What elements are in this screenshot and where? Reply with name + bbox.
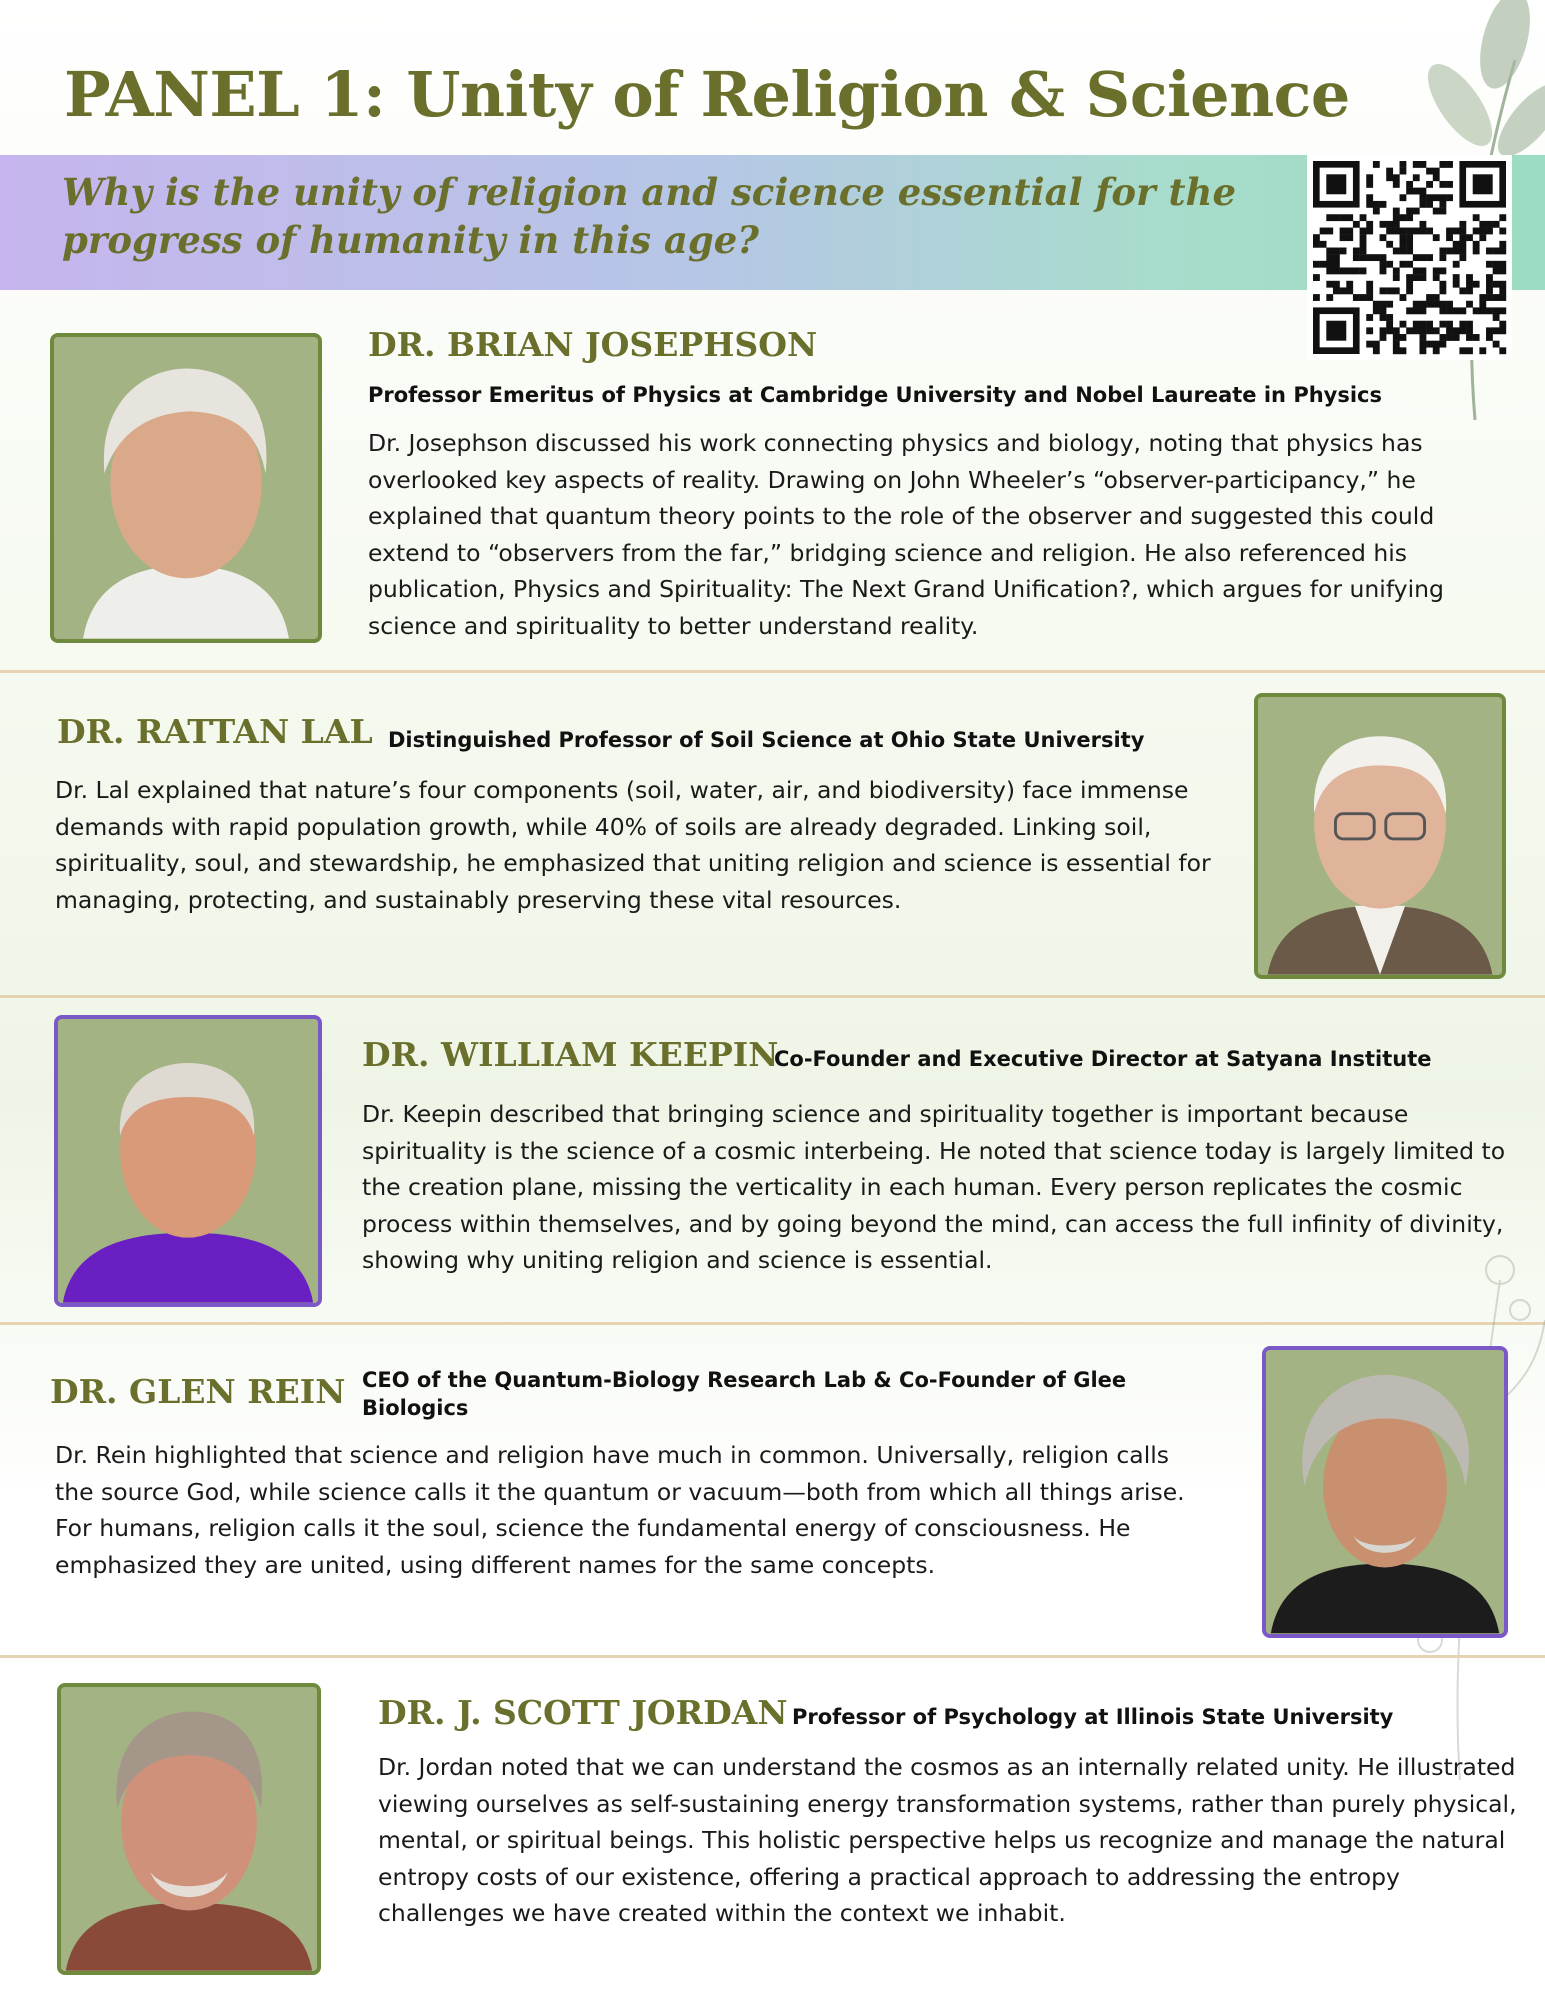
section-divider (0, 670, 1545, 673)
section-divider (0, 995, 1545, 998)
portrait-icon (58, 1019, 318, 1303)
portrait-icon (1258, 697, 1502, 975)
speaker-role: Professor Emeritus of Physics at Cambridge University and Nobel Laureate in Physics (368, 383, 1382, 407)
speaker-name: DR. GLEN REIN (50, 1372, 346, 1411)
speaker-role: Distinguished Professor of Soil Science at Ohio State University (388, 728, 1145, 752)
speaker-summary: Dr. Lal explained that nature’s four components (soil, water, air, and biodiversity) face immense demands with rapid population growth, while 40% of soils are already degraded. Linking soil, spirituality, soul, and stewardship, he emphasized that uniting religion and science is essential for managing, protecting, and sustainably preserving these vital resources. (55, 776, 1211, 914)
speaker-photo-jordan (57, 1683, 321, 1975)
qr-code-icon[interactable] (1307, 155, 1512, 360)
speaker-role: Co-Founder and Executive Director at Satyana Institute (774, 1047, 1432, 1071)
speaker-role: Professor of Psychology at Illinois State University (792, 1705, 1394, 1729)
portrait-icon (1266, 1350, 1504, 1634)
portrait-icon (54, 337, 318, 639)
speaker-summary: Dr. Keepin described that bringing science and spirituality together is important because spirituality is the science of a cosmic interbeing. He noted that science today is largely limited to the creation plane, missing the verticality in each human. Every person replicates the cosmic process within themselves, and by going beyond the mind, can access the full infinity of divinity, showing why uniting religion and science is essential. (362, 1100, 1506, 1274)
speaker-photo-lal (1254, 693, 1506, 979)
speaker-summary: Dr. Josephson discussed his work connecting physics and biology, noting that physics has overlooked key aspects of reality. Drawing on John Wheeler’s “observer-participancy,” he explained that quantum theory points to the role of the observer and suggested this could extend to “observers from the far,” bridging science and religion. He also referenced his publication, Physics and Spirituality: The Next Grand Unification?, which argues for unifying science and spirituality to better understand reality. (368, 429, 1444, 640)
speaker-photo-josephson (50, 333, 322, 643)
section-divider (0, 1655, 1545, 1658)
speaker-name: DR. J. SCOTT JORDAN (378, 1693, 788, 1732)
speaker-name: DR. WILLIAM KEEPIN (362, 1035, 779, 1074)
speaker-role: CEO of the Quantum-Biology Research Lab & Co-Founder of Glee Biologics (362, 1368, 1127, 1420)
speaker-summary: Dr. Jordan noted that we can understand the cosmos as an internally related unity. He illustrated viewing ourselves as self-sustaining energy transformation systems, rather than purely physical, mental, or spiritual beings. This holistic perspective helps us recognize and manage the natural entropy costs of our existence, offering a practical approach to addressing the entropy challenges we have created within the context we inhabit. (378, 1753, 1517, 1927)
speaker-name: DR. BRIAN JOSEPHSON (368, 325, 818, 364)
portrait-icon (61, 1687, 317, 1971)
speaker-photo-rein (1262, 1346, 1508, 1638)
speaker-summary: Dr. Rein highlighted that science and religion have much in common. Universally, religion calls the source God, while science calls it the quantum or vacuum—both from which all things arise. For humans, religion calls it the soul, science the fundamental energy of consciousness. He emphasized they are united, using different names for the same concepts. (55, 1441, 1185, 1579)
page-title: PANEL 1: Unity of Religion & Science (64, 58, 1350, 131)
speaker-name: DR. RATTAN LAL (57, 712, 373, 751)
speaker-photo-keepin (54, 1015, 322, 1307)
panel-question: Why is the unity of religion and science essential for the progress of humanity in this age? (62, 170, 1236, 262)
